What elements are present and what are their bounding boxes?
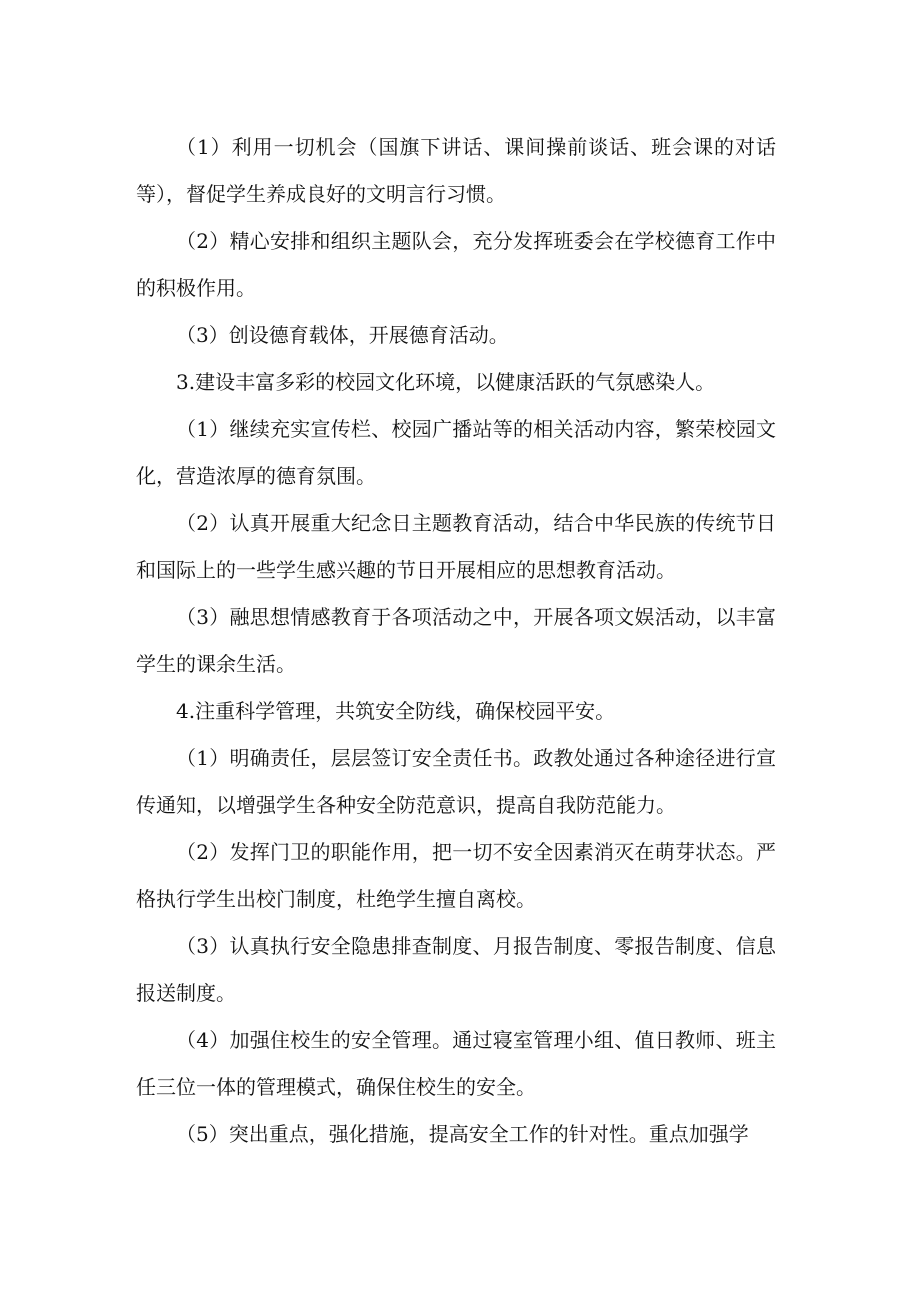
- paragraph-10: （4）加强住校生的安全管理。通过寝室管理小组、值日教师、班主任三位一体的管理模式，确保住校生的安全。: [136, 1028, 776, 1099]
- paragraph-5: （2）认真开展重大纪念日主题教育活动，结合中华民族的传统节日和国际上的一些学生感兴趣的节日开展相应的思想教育活动。: [136, 511, 776, 582]
- paragraph-8: （2）发挥门卫的职能作用，把一切不安全因素消灭在萌芽状态。严格执行学生出校门制度，杜绝学生擅自离校。: [136, 840, 776, 911]
- paragraph-9: （3）认真执行安全隐患排查制度、月报告制度、零报告制度、信息报送制度。: [136, 934, 776, 1005]
- document-body: [136, 124, 776, 1158]
- paragraph-6: （3）融思想情感教育于各项活动之中，开展各项文娱活动，以丰富学生的课余生活。: [136, 605, 776, 676]
- section-heading-4: 4.注重科学管理，共筑安全防线，确保校园平安。: [176, 699, 616, 723]
- paragraph-2: （2）精心安排和组织主题队会，充分发挥班委会在学校德育工作中的积极作用。: [136, 229, 776, 300]
- paragraph-11: （5）突出重点，强化措施，提高安全工作的针对性。重点加强学: [176, 1122, 749, 1146]
- paragraph-4: （1）继续充实宣传栏、校园广播站等的相关活动内容，繁荣校园文化，营造浓厚的德育氛围。: [136, 417, 776, 488]
- paragraph-7: （1）明确责任，层层签订安全责任书。政教处通过各种途径进行宣传通知，以增强学生各种安全防范意识，提高自我防范能力。: [136, 746, 776, 817]
- paragraph-1: （1）利用一切机会（国旗下讲话、课间操前谈话、班会课的对话等），督促学生养成良好的文明言行习惯。: [136, 135, 776, 206]
- section-heading-3: 3.建设丰富多彩的校园文化环境，以健康活跃的气氛感染人。: [176, 370, 716, 394]
- paragraph-3: （3）创设德育载体，开展德育活动。: [176, 323, 509, 347]
